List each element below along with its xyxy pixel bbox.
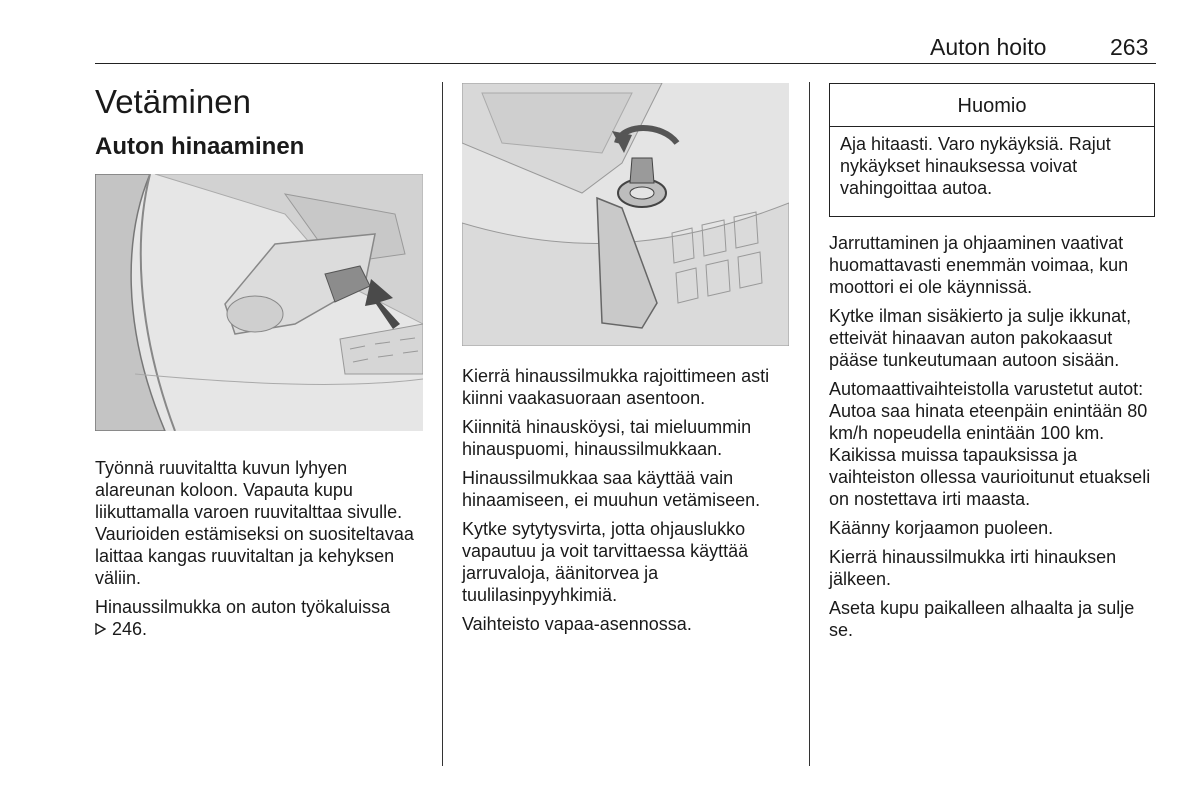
page-number: 263 [1110,34,1149,60]
column-2 [462,365,792,642]
column-divider-2 [809,82,810,766]
notice-box [829,83,1155,217]
paragraph: Vaihteisto vapaa-asennossa. [462,614,692,634]
section-title: Vetäminen [95,83,251,120]
paragraph-text: Hinaussilmukka on auton työkaluissa [95,597,391,617]
arrow-right-icon [95,618,107,640]
bumper-cover-illustration [95,174,423,431]
paragraph: Kierrä hinaussilmukka irti hinauksen jälkeen. [829,547,1117,589]
cross-reference-page[interactable]: 246. [112,619,148,639]
column-3 [829,232,1159,648]
notice-text: Aja hitaasti. Varo nykäyksiä. Rajut nykäykset hinauksessa voivat vahingoittaa autoa. [840,134,1111,198]
paragraph: Kytke sytytysvirta, jotta ohjauslukko vapautuu ja voit tarvittaessa käyttää jarruvaloja, äänitorvea ja tuulilasinpyyhkimiä. [462,519,749,605]
paragraph: Jarruttaminen ja ohjaaminen vaativat huomattavasti enemmän voimaa, kun moottori ei ole käynnissä. [829,233,1129,297]
paragraph: Aseta kupu paikalleen alhaalta ja sulje se. [829,598,1135,640]
paragraph: Käänny korjaamon puoleen. [829,518,1054,538]
column-1 [95,457,425,647]
paragraph: Kierrä hinaussilmukka rajoittimeen asti kiinni vaakasuoraan asentoon. [462,366,770,408]
paragraph: Kiinnitä hinausköysi, tai mieluummin hinauspuomi, hinaussilmukkaan. [462,417,752,459]
paragraph: Työnnä ruuvitaltta kuvun lyhyen alareunan koloon. Vapauta kupu liikuttamalla varoen ruuvitalttaa sivulle. Vaurioiden estämiseksi on suositeltavaa laittaa kangas ruuvitaltan ja kehyksen väliin. [95,458,414,588]
paragraph: Automaattivaihteistolla varustetut autot: Autoa saa hinata eteenpäin enintään 80 km/h nopeudella enintään 100 km. Kaikissa muissa tapauksissa ja vaihteiston ollessa vaurioitunut etuakseli on nostettava irti maasta. [829,379,1151,509]
column-divider-1 [442,82,443,766]
towing-eye-illustration [462,83,789,346]
paragraph: Kytke ilman sisäkierto ja sulje ikkunat, etteivät hinaavan auton pakokaasut pääse tunkeutumaan autoon sisään. [829,306,1132,370]
section-subtitle: Auton hinaaminen [95,133,305,160]
notice-title: Huomio [830,84,1154,127]
header-title: Auton hoito [930,34,1047,60]
paragraph: Hinaussilmukkaa saa käyttää vain hinaamiseen, ei muuhun vetämiseen. [462,468,761,510]
paragraph-with-reference [95,596,425,640]
header-rule [95,63,1156,64]
